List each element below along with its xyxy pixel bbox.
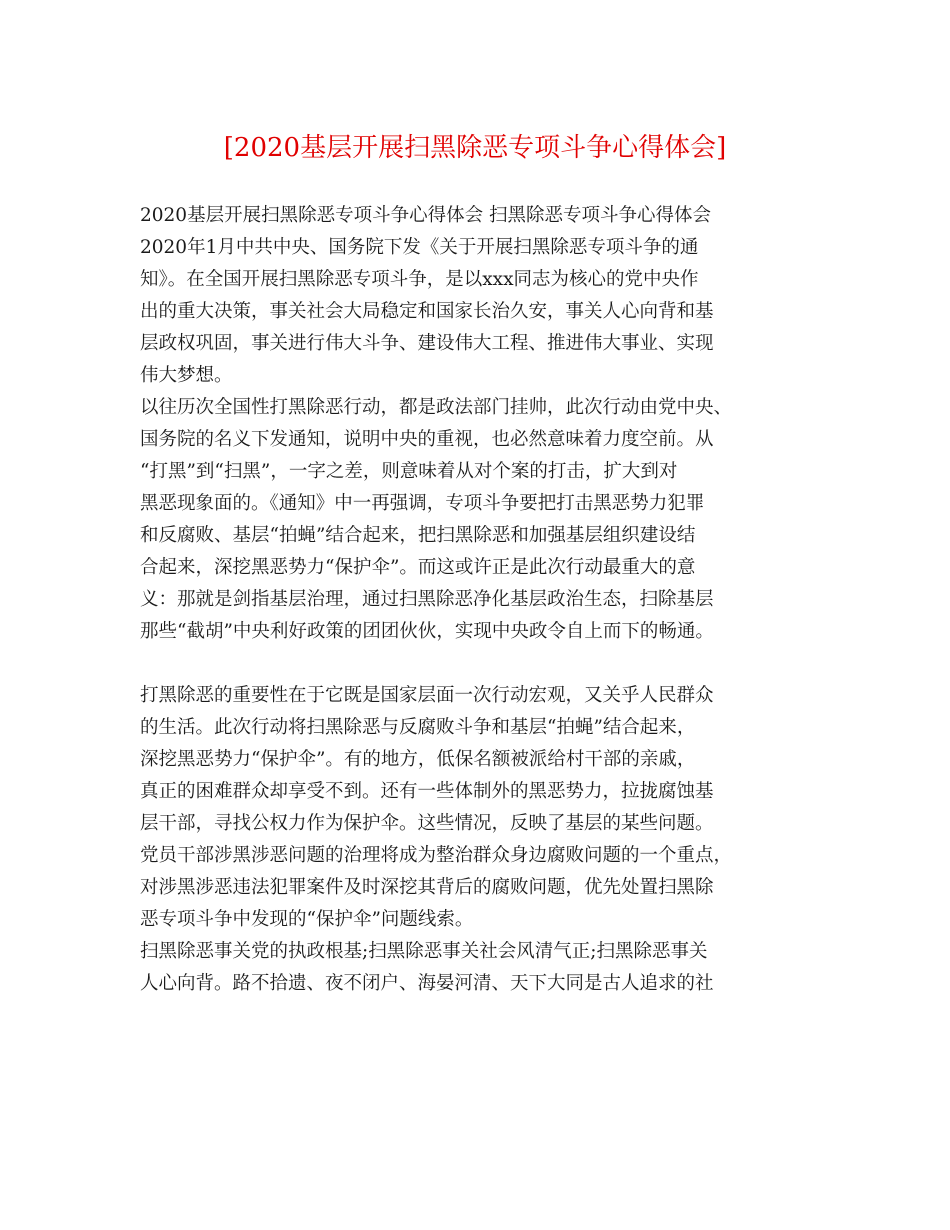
text-line: 层干部，寻找公权力作为保护伞。这些情况，反映了基层的某些问题。 bbox=[140, 813, 714, 834]
text-line: 扫黑除恶事关党的执政根基;扫黑除恶事关社会风清气正;扫黑除恶事关 bbox=[140, 941, 708, 962]
paragraph-2 bbox=[140, 392, 820, 648]
text-line: 的生活。此次行动将扫黑除恶与反腐败斗争和基层“拍蝇”结合起来， bbox=[140, 717, 696, 738]
text-line: 和反腐败、基层“拍蝇”结合起来，把扫黑除恶和加强基层组织建设结 bbox=[140, 525, 696, 546]
text-line: 对涉黑涉恶违法犯罪案件及时深挖其背后的腐败问题，优先处置扫黑除 bbox=[140, 877, 714, 898]
text-line: 2020年1月中共中央、国务院下发《关于开展扫黑除恶专项斗争的通 bbox=[140, 237, 699, 258]
document-title: [2020基层开展扫黑除恶专项斗争心得体会] bbox=[223, 133, 727, 163]
text-line: “打黑”到“扫黑”，一字之差，则意味着从对个案的打击，扩大到对 bbox=[140, 461, 678, 482]
paragraph-3 bbox=[140, 680, 820, 936]
text-line: 伟大梦想。 bbox=[140, 365, 233, 386]
text-line: 国务院的名义下发通知，说明中央的重视，也必然意味着力度空前。从 bbox=[140, 429, 714, 450]
text-line: 恶专项斗争中发现的“保护伞”问题线索。 bbox=[140, 909, 474, 930]
text-line: 人心向背。路不拾遗、夜不闭户、海晏河清、天下大同是古人追求的社 bbox=[140, 973, 714, 994]
paragraph-4 bbox=[140, 936, 820, 1000]
text-line: 真正的困难群众却享受不到。还有一些体制外的黑恶势力，拉拢腐蚀基 bbox=[140, 781, 714, 802]
text-line: 黑恶现象面的。《通知》中一再强调，专项斗争要把打击黑恶势力犯罪 bbox=[140, 493, 705, 514]
text-line: 层政权巩固，事关进行伟大斗争、建设伟大工程、推进伟大事业、实现 bbox=[140, 333, 714, 354]
text-line: 深挖黑恶势力“保护伞”。有的地方，低保名额被派给村干部的亲戚， bbox=[140, 749, 696, 770]
paragraph-1 bbox=[140, 200, 820, 392]
document-body bbox=[140, 200, 820, 1000]
paragraph-spacer bbox=[140, 648, 820, 680]
text-line: 出的重大决策，事关社会大局稳定和国家长治久安，事关人心向背和基 bbox=[140, 301, 714, 322]
text-line: 党员干部涉黑涉恶问题的治理将成为整治群众身边腐败问题的一个重点， bbox=[140, 845, 733, 866]
text-line: 打黑除恶的重要性在于它既是国家层面一次行动宏观，又关乎人民群众 bbox=[140, 685, 714, 706]
text-line: 2020基层开展扫黑除恶专项斗争心得体会 扫黑除恶专项斗争心得体会 bbox=[140, 205, 711, 226]
text-line: 合起来，深挖黑恶势力“保护伞”。而这或许正是此次行动最重大的意 bbox=[140, 557, 696, 578]
text-line: 知》。在全国开展扫黑除恶专项斗争，是以xxx同志为核心的党中央作 bbox=[140, 269, 699, 290]
text-line: 以往历次全国性打黑除恶行动，都是政法部门挂帅，此次行动由党中央、 bbox=[140, 397, 733, 418]
text-line: 那些“截胡”中央利好政策的团团伙伙，实现中央政令自上而下的畅通。 bbox=[140, 621, 714, 642]
text-line: 义：那就是剑指基层治理，通过扫黑除恶净化基层政治生态，扫除基层 bbox=[140, 589, 714, 610]
